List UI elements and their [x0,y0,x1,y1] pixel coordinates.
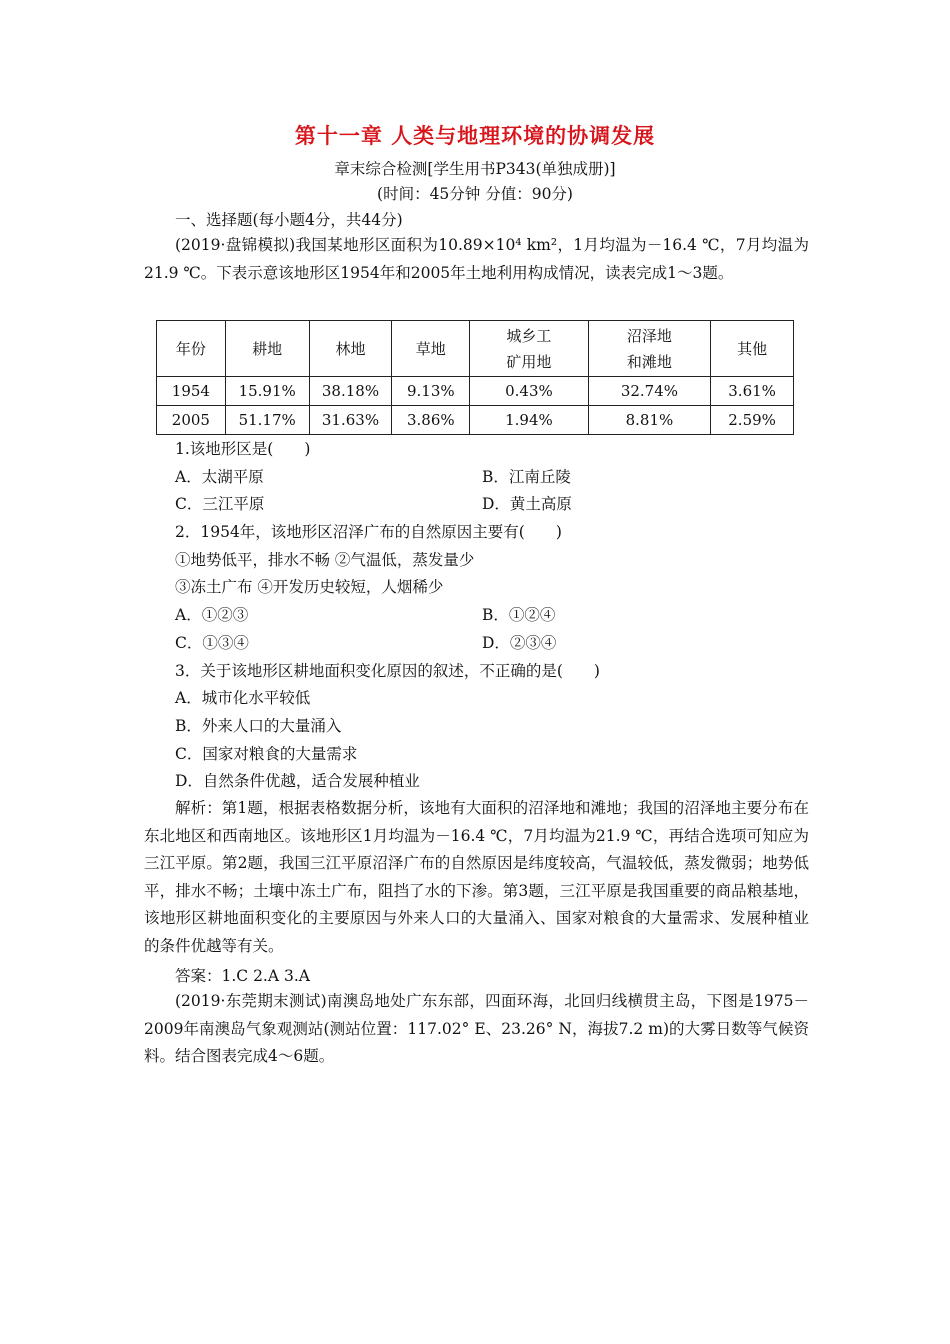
table-header-cell: 年份 [157,321,226,377]
table-cell: 15.91% [225,377,309,406]
table-cell: 3.86% [392,406,470,435]
question-1-stem: 1.该地形区是( ) [175,440,311,458]
chapter-subtitle: 章末综合检测[学生用书P343(单独成册)] [334,160,616,178]
section-heading: 一、选择题(每小题4分，共44分) [175,211,403,229]
question-2-statements-2: ③冻土广布 ④开发历史较短，人烟稀少 [175,578,444,596]
question-3-option-d: D．自然条件优越，适合发展种植业 [175,772,420,790]
table-header-row [157,321,794,377]
question-2-option-d: D．②③④ [482,634,557,652]
table-header-cell [588,321,711,377]
table-cell: 8.81% [588,406,711,435]
question-2-option-c: C．①③④ [175,634,249,652]
answer-line: 答案：1.C 2.A 3.A [175,967,310,985]
table-cell: 51.17% [225,406,309,435]
question-1-option-a: A．太湖平原 [175,468,264,486]
table-cell: 3.61% [711,377,794,406]
question-2-statements-1: ①地势低平，排水不畅 ②气温低，蒸发量少 [175,551,475,569]
table-header-cell: 草地 [392,321,470,377]
chapter-title: 第十一章 人类与地理环境的协调发展 [294,124,656,148]
table-header-cell: 耕地 [225,321,309,377]
land-use-table [156,320,794,435]
table-cell: 2005 [157,406,226,435]
header-line: 城乡工 [506,326,552,345]
question-1-option-b: B．江南丘陵 [482,468,571,486]
analysis-paragraph [144,795,809,960]
header-line: 沼泽地 [626,326,672,345]
table-header-cell: 林地 [309,321,392,377]
question-2-option-a: A．①②③ [175,606,249,624]
exam-meta: (时间：45分钟 分值：90分) [377,185,573,203]
header-line: 和滩地 [626,352,672,371]
question-3-stem: 3．关于该地形区耕地面积变化原因的叙述，不正确的是( ) [175,662,600,680]
intro-text-1: (2019·盘锦模拟)我国某地形区面积为10.89×10⁴ km²，1月均温为－16.4 ℃，7月均温为21.9 ℃。下表示意该地形区1954年和2005年土地利用构成情况，读表完成1～3题。 [144,236,809,282]
intro-paragraph-1 [144,232,809,287]
header-line: 矿用地 [506,352,552,371]
table-cell: 2.59% [711,406,794,435]
table-row [157,406,794,435]
question-2-option-b: B．①②④ [482,606,556,624]
analysis-text: 解析：第1题，根据表格数据分析，该地有大面积的沼泽地和滩地；我国的沼泽地主要分布在东北地区和西南地区。该地形区1月均温为－16.4 ℃，7月均温为21.9 ℃，再结合选项可知应为三江平原。第2题，我国三江平原沼泽广布的自然原因是纬度较高，气温较低，蒸发微弱；地势低平，排水不畅；土壤中冻土广布，阻挡了水的下渗。第3题，三江平原是我国重要的商品粮基地，该地形区耕地面积变化的主要原因与外来人口的大量涌入、国家对粮食的大量需求、发展种植业的条件优越等有关。 [144,799,809,955]
table-cell: 32.74% [588,377,711,406]
table-header-cell [470,321,588,377]
question-1-option-d: D．黄土高原 [482,495,572,513]
question-1-option-c: C．三江平原 [175,495,265,513]
table-cell: 1954 [157,377,226,406]
table-cell: 38.18% [309,377,392,406]
table-cell: 1.94% [470,406,588,435]
table-cell: 9.13% [392,377,470,406]
question-3-option-c: C．国家对粮食的大量需求 [175,745,358,763]
question-3-option-a: A．城市化水平较低 [175,689,311,707]
table-row [157,377,794,406]
intro-text-2: (2019·东莞期末测试)南澳岛地处广东东部，四面环海，北回归线横贯主岛，下图是1975－2009年南澳岛气象观测站(测站位置：117.02° E、23.26° N，海拔7.2 m)的大雾日数等气候资料。结合图表完成4～6题。 [144,992,809,1065]
table-header-cell: 其他 [711,321,794,377]
question-2-stem: 2．1954年，该地形区沼泽广布的自然原因主要有( ) [175,523,562,541]
table-cell: 31.63% [309,406,392,435]
intro-paragraph-2 [144,988,809,1071]
table-cell: 0.43% [470,377,588,406]
question-3-option-b: B．外来人口的大量涌入 [175,717,342,735]
